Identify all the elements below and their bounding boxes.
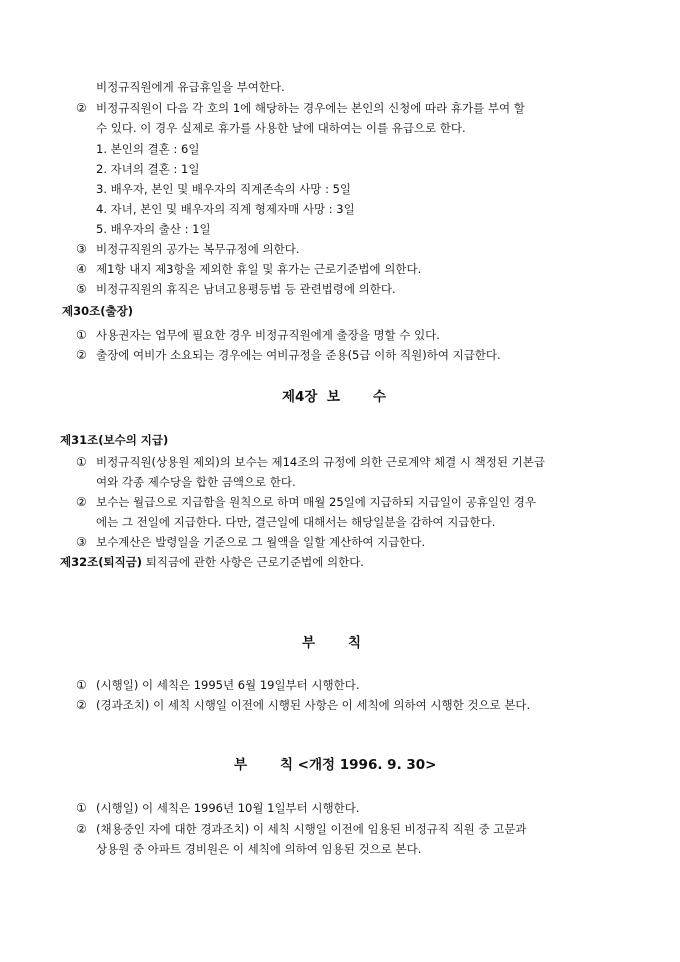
paragraph-number: ③ [76,242,87,256]
paragraph-number: ② [76,101,87,115]
article-title-30: 제30조(출장) [62,304,133,318]
art30-p2: 출장에 여비가 소요되는 경우에는 여비규정을 준용(5급 이하 직원)하여 지급한다. [96,348,501,362]
art29-p2-line1: 비정규직원이 다음 각 호의 1에 해당하는 경우에는 본인의 신청에 따라 휴가를 부여 할 [96,101,525,115]
art30-p1: 사용권자는 업무에 필요한 경우 비정규직원에게 출장을 명할 수 있다. [96,328,440,342]
art29-p4: 제1항 내지 제3항을 제외한 휴일 및 휴가는 근로기준법에 의한다. [96,262,422,276]
addendum1-p1: (시행일) 이 세칙은 1995년 6월 19일부터 시행한다. [96,678,360,692]
art31-p1-line1: 비정규직원(상용원 제외)의 보수는 제14조의 규정에 의한 근로계약 체결 시 책정된 기본급 [96,455,545,469]
paragraph-number: ③ [76,535,87,549]
chapter-title: 제4장 보 수 [282,389,386,405]
list-item: 4. 자녀, 본인 및 배우자의 직계 형제자매 사망 : 3일 [96,202,355,216]
addendum-title-revised: 부 칙 <개정 1996. 9. 30> [234,757,437,773]
addendum2-p2-line1: (채용중인 자에 대한 경과조치) 이 세칙 시행일 이전에 임용된 비정규직 직원 중 고문과 [96,822,527,836]
list-item: 1. 본인의 결혼 : 6일 [96,142,200,156]
art31-p1-line2: 여와 각종 제수당을 합한 금액으로 한다. [96,475,296,489]
paragraph-number: ① [76,328,87,342]
addendum2-p2-line2: 상용원 중 아파트 경비원은 이 세칙에 의하여 임용된 것으로 본다. [96,842,422,856]
paragraph-number: ⑤ [76,282,87,296]
addendum2-p1: (시행일) 이 세칙은 1996년 10월 1일부터 시행한다. [96,801,360,815]
art31-p2-line2: 에는 그 전일에 지급한다. 다만, 결근일에 대해서는 해당일분을 감하여 지급한다. [96,515,496,529]
paragraph-number: ② [76,348,87,362]
paragraph-number: ① [76,678,87,692]
art29-line: 비정규직원에게 유급휴일을 부여한다. [96,80,285,94]
list-item: 2. 자녀의 결혼 : 1일 [96,162,200,176]
art29-p5: 비정규직원의 휴직은 남녀고용평등법 등 관련법령에 의한다. [96,282,396,296]
paragraph-number: ① [76,801,87,815]
list-item: 5. 배우자의 출산 : 1일 [96,222,211,236]
article-32 [60,554,364,570]
paragraph-number: ④ [76,262,87,276]
art32-text: 퇴직금에 관한 사항은 근로기준법에 의한다. [142,555,364,569]
list-item: 3. 배우자, 본인 및 배우자의 직계존속의 사망 : 5일 [96,182,352,196]
art31-p2-line1: 보수는 월급으로 지급함을 원칙으로 하며 매월 25일에 지급하되 지급일이 공휴일인 경우 [96,495,536,509]
art31-p3: 보수계산은 발령일을 기준으로 그 월액을 일할 계산하여 지급한다. [96,535,426,549]
addendum1-p2: (경과조치) 이 세칙 시행일 이전에 시행된 사항은 이 세칙에 의하여 시행한 것으로 본다. [96,698,531,712]
addendum-title: 부 칙 [302,635,361,651]
paragraph-number: ② [76,495,87,509]
paragraph-number: ② [76,822,87,836]
paragraph-number: ② [76,698,87,712]
art29-p3: 비정규직원의 공가는 복무규정에 의한다. [96,242,300,256]
article-title-32: 제32조(퇴직금) [60,555,143,569]
paragraph-number: ① [76,455,87,469]
art29-p2-line2: 수 있다. 이 경우 실제로 휴가를 사용한 날에 대하여는 이를 유급으로 한다. [96,121,466,135]
article-title-31: 제31조(보수의 지급) [60,433,169,447]
